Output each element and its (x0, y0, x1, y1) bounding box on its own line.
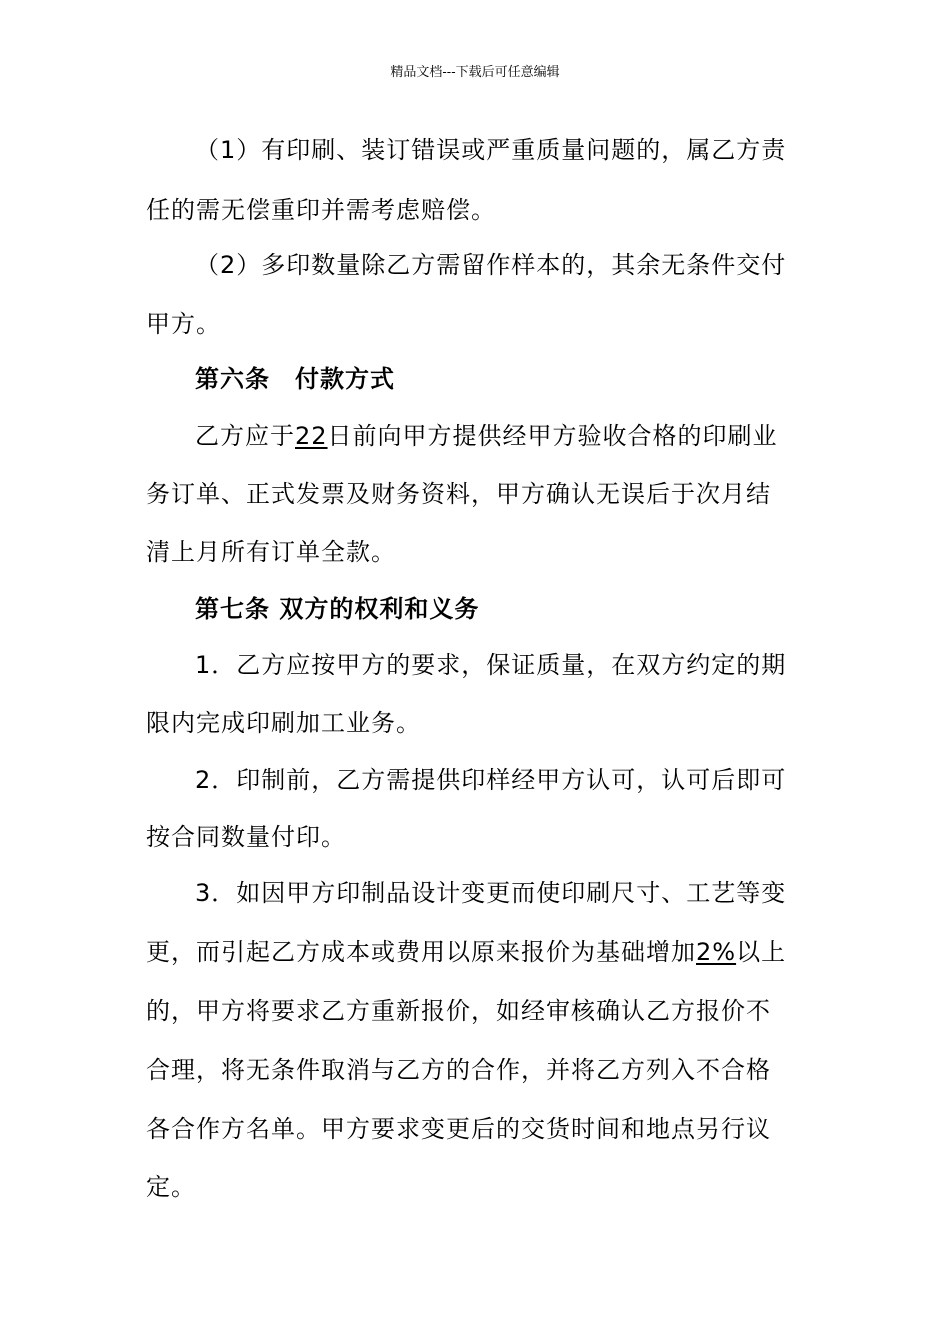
item-3-text-a: 更，而引起乙方成本或费用以原来报价为基础增加 (146, 938, 696, 966)
article-6-line-2: 务订单、正式发票及财务资料，甲方确认无误后于次月结 (146, 480, 771, 508)
article-6-day-underlined: 22 (295, 422, 328, 450)
article-6-text-a: 乙方应于 (195, 422, 295, 450)
item-3-text-b: 以上 (736, 938, 787, 966)
item-1-line-2: 限内完成印刷加工业务。 (146, 709, 421, 737)
item-3-line-4: 合理，将无条件取消与乙方的合作，并将乙方列入不合格 (146, 1056, 771, 1084)
item-1-line-1: 1．乙方应按甲方的要求，保证质量，在双方约定的期 (195, 651, 787, 679)
article-6-line-3: 清上月所有订单全款。 (146, 538, 396, 566)
item-3-line-6: 定。 (146, 1173, 196, 1201)
item-2-line-2: 按合同数量付印。 (146, 823, 346, 851)
article-6-heading: 第六条 付款方式 (195, 365, 395, 393)
clause-1-line-2: 任的需无偿重印并需考虑赔偿。 (146, 196, 496, 224)
item-3-percent-underlined: 2% (696, 938, 737, 966)
item-3-line-2 (146, 935, 811, 969)
article-6-line-1 (195, 419, 811, 453)
clause-1-line-1: （1）有印刷、装订错误或严重质量问题的，属乙方责 (195, 136, 787, 164)
article-6-text-b: 日前向甲方提供经甲方验收合格的印刷业 (327, 422, 778, 450)
page-header: 精品文档---下载后可任意编辑 (390, 65, 560, 80)
clause-2-line-2: 甲方。 (146, 310, 221, 338)
item-2-line-1: 2．印制前，乙方需提供印样经甲方认可，认可后即可 (195, 766, 787, 794)
item-3-line-1: 3．如因甲方印制品设计变更而使印刷尺寸、工艺等变 (195, 879, 787, 907)
item-3-line-5: 各合作方名单。甲方要求变更后的交货时间和地点另行议 (146, 1115, 771, 1143)
item-3-line-3: 的，甲方将要求乙方重新报价，如经审核确认乙方报价不 (146, 997, 771, 1025)
article-7-heading: 第七条 双方的权利和义务 (195, 595, 480, 623)
clause-2-line-1: （2）多印数量除乙方需留作样本的，其余无条件交付 (195, 251, 787, 279)
